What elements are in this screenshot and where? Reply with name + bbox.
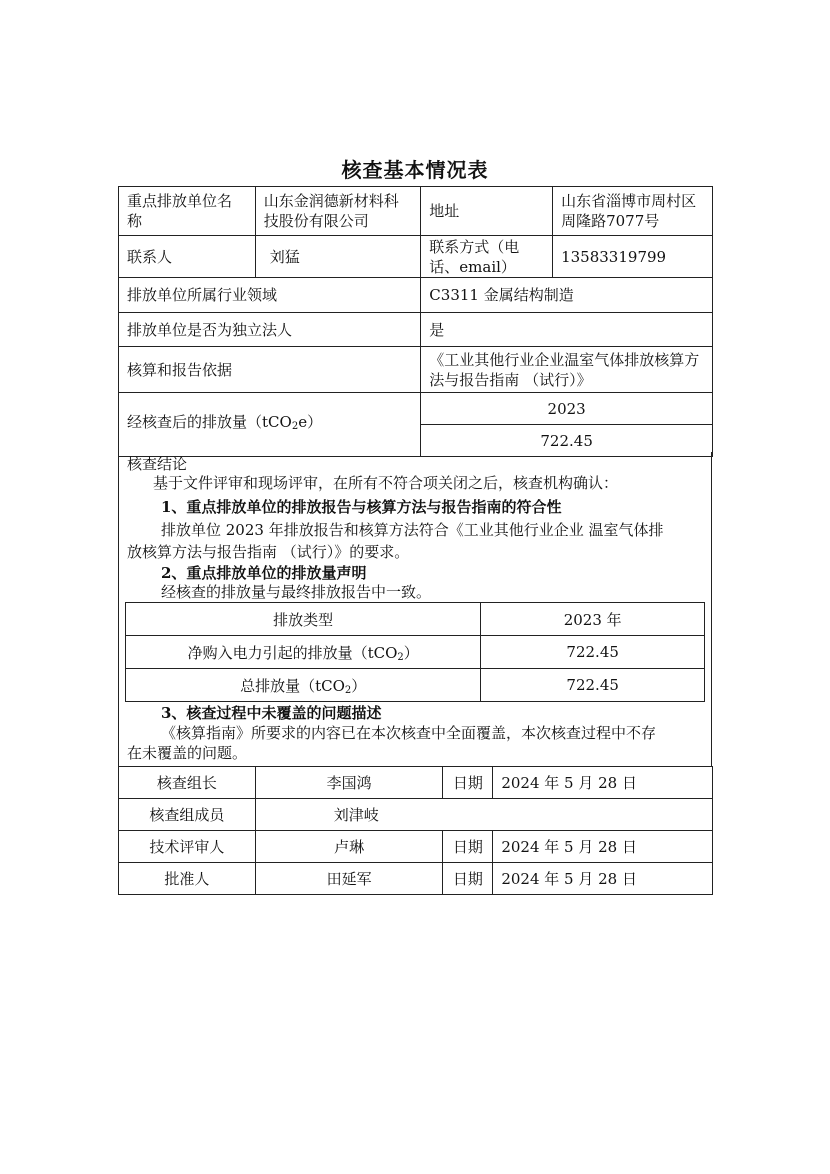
members-name: 刘津岐 <box>255 799 712 831</box>
basic-info-table <box>118 186 713 457</box>
section1-text-line2: 放核算方法与报告指南 （试行）》的要求。 <box>127 543 410 561</box>
independent-value: 是 <box>421 313 713 347</box>
section2-title: 2、重点排放单位的排放量声明 <box>161 564 367 582</box>
conclusion-section <box>118 452 712 766</box>
emission-label-pre: 经核查后的排放量（tCO <box>127 413 292 431</box>
reviewer-date-label: 日期 <box>443 831 493 863</box>
emission-type-header: 排放类型 <box>126 603 481 636</box>
electricity-emission-label-pre: 净购入电力引起的排放量（tCO <box>187 643 398 662</box>
emission-year: 2023 <box>421 393 713 425</box>
leader-name: 李国鸿 <box>255 767 443 799</box>
section3-text-line2: 在未覆盖的问题。 <box>127 744 248 762</box>
total-emission-value: 722.45 <box>481 669 705 702</box>
emission-value: 722.45 <box>421 425 713 457</box>
leader-date-value: 2024 年 5 月 28 日 <box>493 767 713 799</box>
total-emission-label-post: ） <box>351 676 367 695</box>
leader-date-label: 日期 <box>443 767 493 799</box>
leader-label: 核查组长 <box>119 767 256 799</box>
reviewer-name: 卢琳 <box>255 831 443 863</box>
section3-text-line1: 《核算指南》所要求的内容已在本次核查中全面覆盖，本次核查过程中不存 <box>161 724 657 742</box>
electricity-emission-value: 722.45 <box>481 636 705 669</box>
year-header: 2023 年 <box>481 603 705 636</box>
contact-value: 刘猛 <box>255 236 421 278</box>
reviewer-date-value: 2024 年 5 月 28 日 <box>493 831 713 863</box>
section1-title: 1、重点排放单位的排放报告与核算方法与报告指南的符合性 <box>161 498 562 516</box>
reviewer-label: 技术评审人 <box>119 831 256 863</box>
approver-name: 田延军 <box>255 863 443 895</box>
approver-date-value: 2024 年 5 月 28 日 <box>493 863 713 895</box>
section3-title: 3、核查过程中未覆盖的问题描述 <box>161 704 382 722</box>
address-label: 地址 <box>421 187 553 236</box>
emission-summary-table <box>125 602 705 702</box>
contact-method-value: 13583319799 <box>553 236 713 278</box>
emission-label-post: e） <box>298 413 323 431</box>
address-value: 山东省淄博市周村区周隆路7077号 <box>553 187 713 236</box>
contact-method-label: 联系方式（电话、email） <box>421 236 553 278</box>
industry-label: 排放单位所属行业领域 <box>119 278 421 313</box>
electricity-emission-label <box>126 636 481 669</box>
approver-date-label: 日期 <box>443 863 493 895</box>
conclusion-heading: 核查结论 <box>127 455 188 473</box>
approver-label: 批准人 <box>119 863 256 895</box>
unit-name-label: 重点排放单位名称 <box>119 187 256 236</box>
conclusion-intro: 基于文件评审和现场评审，在所有不符合项关闭之后，核查机构确认： <box>153 474 619 492</box>
signoff-table <box>118 766 713 895</box>
basis-label: 核算和报告依据 <box>119 347 421 393</box>
page-title: 核查基本情况表 <box>341 158 489 182</box>
total-emission-label-sub: 2 <box>344 684 352 696</box>
electricity-emission-label-post: ） <box>403 643 419 662</box>
basis-value: 《工业其他行业企业温室气体排放核算方法与报告指南 （试行）》 <box>421 347 713 393</box>
industry-value: C3311 金属结构制造 <box>421 278 713 313</box>
emission-label-sub: 2 <box>291 421 299 432</box>
independent-label: 排放单位是否为独立法人 <box>119 313 421 347</box>
members-label: 核查组成员 <box>119 799 256 831</box>
section1-text-line1: 排放单位 2023 年排放报告和核算方法符合《工业其他行业企业 温室气体排 <box>161 521 664 539</box>
emission-label <box>119 393 421 457</box>
contact-label: 联系人 <box>119 236 256 278</box>
total-emission-label <box>126 669 481 702</box>
unit-name-value: 山东金润德新材料科技股份有限公司 <box>255 187 421 236</box>
section2-text: 经核查的排放量与最终排放报告中一致。 <box>161 583 432 601</box>
electricity-emission-label-sub: 2 <box>397 651 404 663</box>
total-emission-label-pre: 总排放量（tCO <box>240 676 345 695</box>
